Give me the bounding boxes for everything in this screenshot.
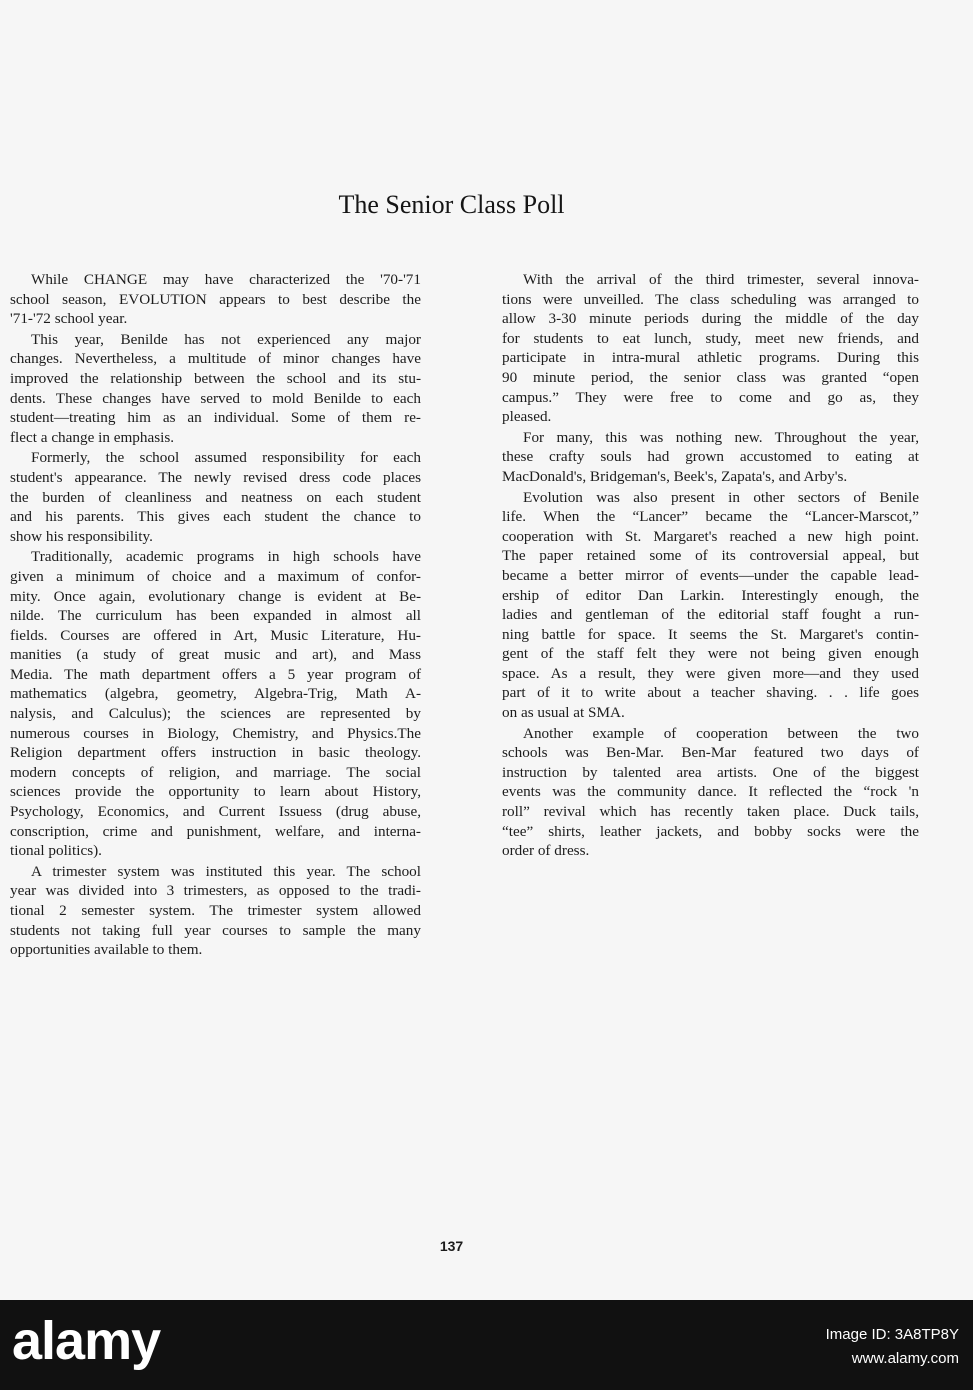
text-line: fields. Courses are offered in Art, Music Literature, Hu- bbox=[10, 626, 421, 644]
text-line: order of dress. bbox=[502, 842, 590, 860]
text-line: part of it to write about a teacher shaving. . . life goes bbox=[502, 684, 919, 702]
text-line: nalysis, and Calculus); the sciences are represented by bbox=[10, 705, 421, 723]
text-line: year was divided into 3 trimesters, as opposed to the tradi- bbox=[10, 882, 421, 900]
paragraph bbox=[502, 488, 919, 723]
text-line: tional politics). bbox=[10, 842, 102, 860]
text-line: '71-'72 school year. bbox=[10, 310, 128, 328]
text-line: instruction by talented area artists. One of the biggest bbox=[502, 763, 919, 781]
text-line: This year, Benilde has not experienced any major bbox=[31, 330, 421, 348]
text-line: gent of the staff felt they were not being given enough bbox=[502, 645, 919, 663]
text-line: ership of editor Dan Larkin. Interestingly enough, the bbox=[502, 586, 919, 604]
text-line: Religion department offers instruction in basic theology. bbox=[10, 744, 421, 762]
text-line: mity. Once again, evolutionary change is evident at Be- bbox=[10, 587, 421, 605]
text-line: tional 2 semester system. The trimester system allowed bbox=[10, 902, 421, 919]
text-line: “tee” shirts, leather jackets, and bobby socks were the bbox=[502, 822, 919, 840]
text-line: and his parents. This gives each student the chance to bbox=[10, 508, 421, 526]
text-line: participate in intra-mural athletic programs. During this bbox=[502, 349, 919, 367]
paragraph bbox=[10, 862, 421, 960]
text-line: ning battle for space. It seems the St. Margaret's contin- bbox=[502, 625, 919, 643]
text-line: With the arrival of the third trimester, several innova- bbox=[523, 271, 919, 288]
text-line: dents. These changes have served to mold Benilde to each bbox=[10, 389, 421, 407]
text-line: MacDonald's, Bridgeman's, Beek's, Zapata's, and Arby's. bbox=[502, 467, 848, 485]
text-line: became a better mirror of events—under the capable lead- bbox=[502, 566, 919, 584]
text-line: opportunities available to them. bbox=[10, 941, 203, 959]
paragraph bbox=[10, 448, 421, 546]
text-line: mathematics (algebra, geometry, Algebra-Trig, Math A- bbox=[10, 685, 421, 703]
paragraph bbox=[502, 270, 919, 427]
text-line: numerous courses in Biology, Chemistry, and Physics.The bbox=[10, 724, 421, 742]
text-line: Psychology, Economics, and Current Issuess (drug abuse, bbox=[10, 803, 421, 821]
text-line: The paper retained some of its controversial appeal, but bbox=[502, 547, 919, 565]
text-line: roll” revival which has recently taken place. Duck tails, bbox=[502, 803, 919, 821]
text-line: these crafty souls had grown accustomed to eating at bbox=[502, 448, 919, 466]
paragraph bbox=[10, 547, 421, 861]
text-line: Media. The math department offers a 5 year program of bbox=[10, 665, 421, 683]
text-line: events was the community dance. It reflected the “rock 'n bbox=[502, 783, 919, 801]
page-number: 137 bbox=[439, 1238, 464, 1254]
text-line: changes. Nevertheless, a multitude of minor changes have bbox=[10, 350, 421, 368]
text-line: Traditionally, academic programs in high schools have bbox=[31, 548, 421, 566]
text-line: show his responsibility. bbox=[10, 527, 153, 545]
paragraph bbox=[10, 330, 421, 448]
text-line: life. When the “Lancer” became the “Lancer-Marscot,” bbox=[502, 508, 919, 526]
text-line: sciences provide the opportunity to learn about History, bbox=[10, 783, 421, 801]
text-line: space. As a result, they were given more—and they used bbox=[502, 664, 919, 682]
text-line: Another example of cooperation between the two bbox=[523, 724, 919, 742]
text-line: student's appearance. The newly revised dress code places bbox=[10, 468, 421, 486]
paragraph bbox=[502, 724, 919, 861]
watermark-bar bbox=[0, 1300, 973, 1390]
text-line: Evolution was also present in other sectors of Benile bbox=[523, 488, 919, 506]
text-line: Formerly, the school assumed responsibility for each bbox=[31, 449, 421, 467]
left-column bbox=[10, 270, 421, 961]
page-title: The Senior Class Poll bbox=[338, 190, 565, 219]
text-line: student—treating him as an individual. Some of them re- bbox=[10, 409, 421, 427]
text-line: allow 3-30 minute periods during the middle of the day bbox=[502, 310, 919, 328]
text-line: ladies and gentleman of the editorial staff fought a run- bbox=[502, 606, 919, 624]
text-line: While CHANGE may have characterized the '70-'71 bbox=[31, 271, 421, 288]
text-line: improved the relationship between the school and its stu- bbox=[10, 369, 421, 387]
text-line: the burden of cleanliness and neatness on each student bbox=[10, 488, 421, 506]
text-line: modern concepts of religion, and marriage. The social bbox=[10, 763, 421, 781]
alamy-logo: alamy bbox=[12, 1311, 161, 1371]
text-line: tions were unveilled. The class scheduling was arranged to bbox=[502, 290, 919, 308]
text-line: for students to eat lunch, study, meet new friends, and bbox=[502, 329, 919, 347]
text-line: 90 minute period, the senior class was granted “open bbox=[502, 368, 919, 386]
paragraph bbox=[502, 428, 919, 487]
text-line: nilde. The curriculum has been expanded in almost all bbox=[10, 607, 421, 625]
paragraph bbox=[10, 270, 421, 329]
text-line: on as usual at SMA. bbox=[502, 704, 625, 722]
text-line: schools was Ben-Mar. Ben-Mar featured two days of bbox=[502, 744, 919, 762]
text-line: pleased. bbox=[502, 408, 552, 426]
text-line: conscription, crime and punishment, welfare, and interna- bbox=[10, 822, 421, 840]
text-line: given a minimum of choice and a maximum of confor- bbox=[10, 567, 421, 585]
text-line: campus.” They were free to come and go as, they bbox=[502, 388, 919, 406]
text-line: For many, this was nothing new. Throughout the year, bbox=[523, 428, 919, 446]
text-line: students not taking full year courses to sample the many bbox=[10, 921, 421, 939]
text-line: cooperation with St. Margaret's reached a new high point. bbox=[502, 527, 919, 545]
site-url: www.alamy.com bbox=[851, 1350, 959, 1367]
text-line: manities (a study of great music and art), and Mass bbox=[10, 646, 421, 664]
text-line: flect a change in emphasis. bbox=[10, 428, 175, 446]
text-line: A trimester system was instituted this year. The school bbox=[31, 862, 421, 880]
image-id: Image ID: 3A8TP8Y bbox=[825, 1326, 959, 1343]
text-line: school season, EVOLUTION appears to best describe the bbox=[10, 290, 421, 308]
right-column bbox=[502, 270, 919, 862]
